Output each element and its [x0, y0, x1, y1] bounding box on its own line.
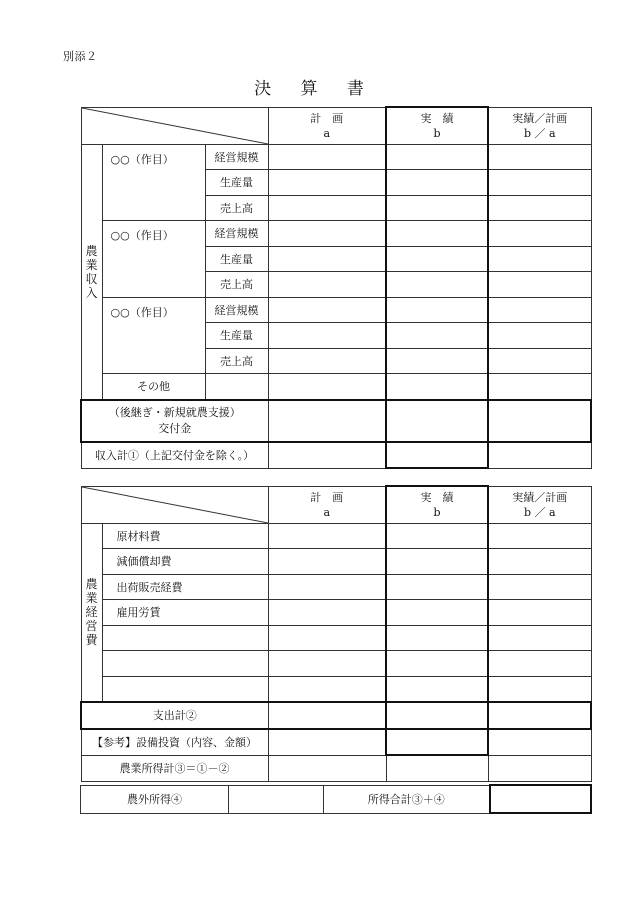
expense-section-label: 農業経営費: [81, 523, 102, 702]
expense-item-blank[interactable]: [102, 651, 268, 677]
ratio-cell[interactable]: [488, 676, 591, 702]
reference-ratio-cell[interactable]: [488, 729, 591, 756]
actual-cell[interactable]: [386, 297, 488, 323]
crop-name: ○○（作目）: [102, 144, 205, 221]
plan-cell[interactable]: [268, 246, 386, 272]
crop-item-label: 経営規模: [205, 221, 268, 247]
header-actual: [386, 486, 488, 523]
plan-cell[interactable]: [268, 348, 386, 374]
header-actual-sub: b: [433, 505, 441, 519]
ratio-cell[interactable]: [488, 348, 591, 374]
reference-label: 【参考】設備投資（内容、金額）: [81, 729, 268, 756]
income-sum-cell[interactable]: [490, 785, 591, 813]
crop-item-label: 生産量: [205, 246, 268, 272]
actual-cell[interactable]: [386, 272, 488, 298]
farm-income-actual-cell[interactable]: [386, 755, 488, 781]
actual-cell[interactable]: [386, 221, 488, 247]
actual-cell[interactable]: [386, 195, 488, 221]
ratio-cell[interactable]: [488, 549, 591, 575]
ratio-cell[interactable]: [488, 625, 591, 651]
crop-item-label: 生産量: [205, 170, 268, 196]
income-total-ratio-cell[interactable]: [488, 442, 591, 469]
header-plan: [268, 486, 386, 523]
header-ratio-sub: b ／ a: [523, 126, 556, 140]
crop-item-label: 経営規模: [205, 297, 268, 323]
other-label: その他: [102, 374, 205, 400]
nonfarm-income-cell[interactable]: [229, 785, 324, 813]
actual-cell[interactable]: [386, 323, 488, 349]
ratio-cell[interactable]: [488, 246, 591, 272]
ratio-cell[interactable]: [488, 374, 591, 400]
header-ratio: [488, 107, 591, 144]
grant-plan-cell[interactable]: [268, 400, 386, 442]
actual-cell[interactable]: [386, 170, 488, 196]
plan-cell[interactable]: [268, 676, 386, 702]
income-total-plan-cell[interactable]: [268, 442, 386, 469]
actual-cell[interactable]: [386, 651, 488, 677]
expense-item-label: 雇用労賃: [102, 600, 268, 626]
expense-table: [80, 485, 592, 782]
expense-total-ratio-cell[interactable]: [488, 702, 591, 729]
grant-label: [81, 400, 268, 442]
plan-cell[interactable]: [268, 574, 386, 600]
header-diagonal-cell: [81, 486, 268, 523]
grant-label-line1: （後継ぎ・新規就農支援）: [108, 405, 241, 419]
crop-item-label: 売上高: [205, 348, 268, 374]
header-ratio-label: 実績／計画: [512, 111, 568, 125]
crop-item-label: 生産量: [205, 323, 268, 349]
plan-cell[interactable]: [268, 323, 386, 349]
other-item-cell: [205, 374, 268, 400]
farm-income-label: 農業所得計③＝①－②: [81, 755, 268, 781]
plan-cell[interactable]: [268, 374, 386, 400]
ratio-cell[interactable]: [488, 523, 591, 549]
actual-cell[interactable]: [386, 348, 488, 374]
ratio-cell[interactable]: [488, 297, 591, 323]
header-plan: [268, 107, 386, 144]
header-actual-label: 実 績: [420, 490, 454, 504]
ratio-cell[interactable]: [488, 600, 591, 626]
expense-total-actual-cell[interactable]: [386, 702, 488, 729]
plan-cell[interactable]: [268, 549, 386, 575]
expense-total-label: 支出計②: [81, 702, 268, 729]
plan-cell[interactable]: [268, 651, 386, 677]
actual-cell[interactable]: [386, 549, 488, 575]
grant-actual-cell[interactable]: [386, 400, 488, 442]
reference-actual-cell[interactable]: [386, 729, 488, 756]
plan-cell[interactable]: [268, 221, 386, 247]
ratio-cell[interactable]: [488, 272, 591, 298]
ratio-cell[interactable]: [488, 574, 591, 600]
header-plan-sub: a: [323, 126, 331, 140]
header-actual-sub: b: [433, 126, 441, 140]
plan-cell[interactable]: [268, 272, 386, 298]
header-actual-label: 実 績: [420, 111, 454, 125]
attachment-label: 別添２: [63, 50, 98, 63]
ratio-cell[interactable]: [488, 221, 591, 247]
income-section-label: 農業収入: [81, 144, 102, 400]
expense-total-plan-cell[interactable]: [268, 702, 386, 729]
income-sum-label: 所得合計③＋④: [324, 785, 490, 813]
crop-item-label: 売上高: [205, 195, 268, 221]
plan-cell[interactable]: [268, 625, 386, 651]
reference-plan-cell[interactable]: [268, 729, 386, 756]
expense-item-blank[interactable]: [102, 625, 268, 651]
actual-cell[interactable]: [386, 600, 488, 626]
crop-name: ○○（作目）: [102, 221, 205, 298]
expense-item-label: 出荷販売経費: [102, 574, 268, 600]
header-plan-label: 計 画: [310, 490, 344, 504]
nonfarm-income-label: 農外所得④: [81, 785, 229, 813]
expense-item-label: 減価償却費: [102, 549, 268, 575]
actual-cell[interactable]: [386, 574, 488, 600]
grant-label-line2: 交付金: [158, 421, 192, 435]
header-plan-label: 計 画: [310, 111, 344, 125]
ratio-cell[interactable]: [488, 144, 591, 170]
crop-item-label: 売上高: [205, 272, 268, 298]
ratio-cell[interactable]: [488, 170, 591, 196]
farm-income-ratio-cell[interactable]: [488, 755, 591, 781]
plan-cell[interactable]: [268, 195, 386, 221]
expense-item-label: 原材料費: [102, 523, 268, 549]
result-table: [80, 784, 592, 814]
farm-income-plan-cell[interactable]: [268, 755, 386, 781]
crop-name: ○○（作目）: [102, 297, 205, 374]
ratio-cell[interactable]: [488, 195, 591, 221]
ratio-cell[interactable]: [488, 323, 591, 349]
income-table: [80, 106, 592, 469]
plan-cell[interactable]: [268, 297, 386, 323]
income-total-actual-cell[interactable]: [386, 442, 488, 469]
actual-cell[interactable]: [386, 676, 488, 702]
ratio-cell[interactable]: [488, 651, 591, 677]
header-ratio: [488, 486, 591, 523]
header-plan-sub: a: [323, 505, 331, 519]
actual-cell[interactable]: [386, 523, 488, 549]
income-total-label: 収入計①（上記交付金を除く。）: [81, 442, 268, 469]
plan-cell[interactable]: [268, 523, 386, 549]
plan-cell[interactable]: [268, 144, 386, 170]
header-ratio-sub: b ／ a: [523, 505, 556, 519]
actual-cell[interactable]: [386, 374, 488, 400]
actual-cell[interactable]: [386, 625, 488, 651]
expense-item-blank[interactable]: [102, 676, 268, 702]
header-diagonal-cell: [81, 107, 268, 144]
plan-cell[interactable]: [268, 170, 386, 196]
plan-cell[interactable]: [268, 600, 386, 626]
header-ratio-label: 実績／計画: [512, 490, 568, 504]
header-actual: [386, 107, 488, 144]
actual-cell[interactable]: [386, 246, 488, 272]
actual-cell[interactable]: [386, 144, 488, 170]
crop-item-label: 経営規模: [205, 144, 268, 170]
grant-ratio-cell[interactable]: [488, 400, 591, 442]
document-title: 決 算 書: [254, 79, 376, 99]
